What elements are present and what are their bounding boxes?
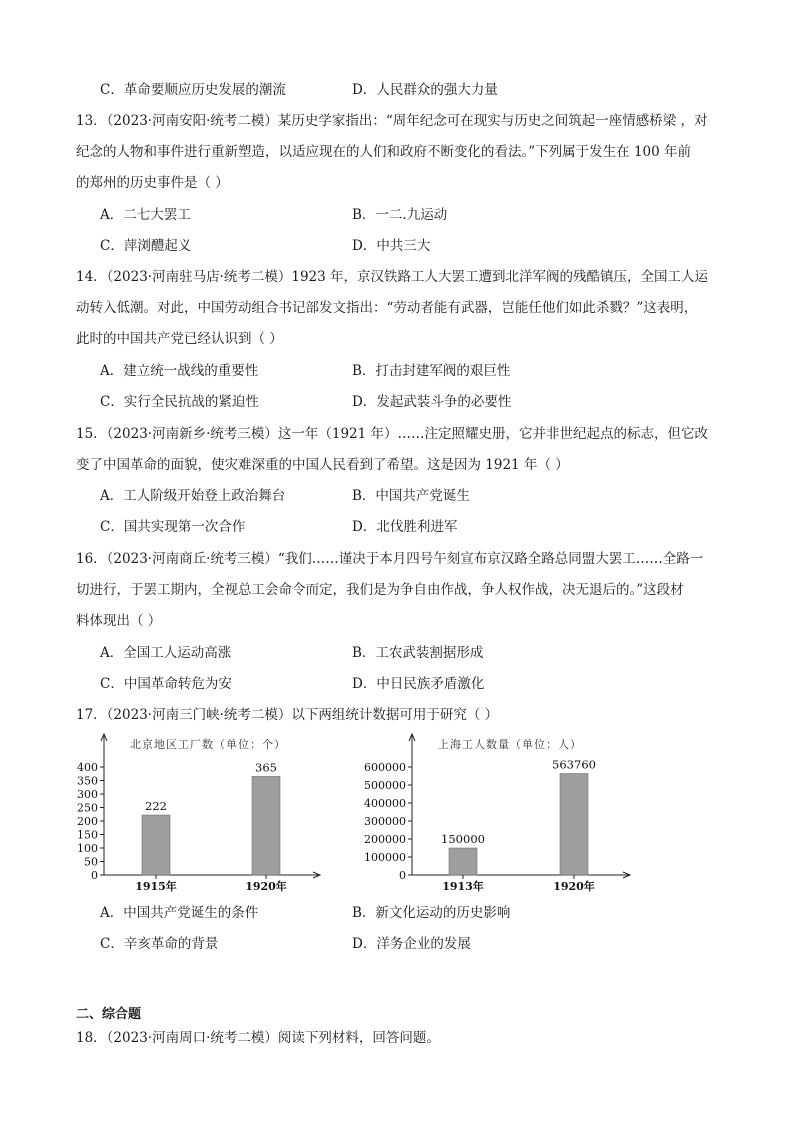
y-tick-label: 200000 (364, 833, 406, 846)
x-tick-label: 1920年 (245, 880, 287, 893)
q14-stem-line-1: 14．（2023·河南驻马店·统考二模）1923 年，京汉铁路工人大罢工遭到北洋军阀的残酷镇压，全国工人运 (76, 269, 709, 285)
y-tick-label: 300 (77, 788, 98, 801)
q15-stem-line-1: 15．（2023·河南新乡·统考三模）这一年（1921 年）……注定照耀史册，它并非世纪起点的标志，但它改 (76, 426, 709, 442)
q13-option-d: D．中共三大 (352, 238, 431, 254)
q13-stem-line-1: 13．（2023·河南安阳·统考二模）某历史学家指出：“周年纪念可在现实与历史之间筑起一座情感桥梁 ，对 (76, 113, 708, 129)
x-tick-label: 1920年 (553, 880, 595, 893)
section-heading-comprehensive: 二、综合题 (76, 1007, 142, 1022)
chart-title: 北京地区工厂数（单位：个） (130, 738, 286, 751)
q15-option-c: C．国共实现第一次合作 (100, 519, 246, 535)
q15-stem-line-2: 变了中国革命的面貌，使灾难深重的中国人民看到了希望。这是因为 1921 年（ ） (76, 457, 569, 473)
chart-title: 上海工人数量（单位：人） (438, 738, 582, 751)
q16-stem-line-2: 切进行，于罢工期内，全视总工会命令而定，我们是为争自由作战，争人权作战，决无退后的。”这段材 (76, 582, 684, 598)
q17-option-a: A．中国共产党诞生的条件 (100, 905, 259, 921)
y-tick-label: 100000 (364, 851, 406, 864)
q14-option-b: B．打击封建军阀的艰巨性 (352, 363, 511, 379)
y-tick-label: 0 (91, 869, 98, 882)
chart-beijing-factories (70, 730, 330, 895)
q14-option-a: A．建立统一战线的重要性 (100, 363, 259, 379)
y-tick-label: 100 (77, 842, 98, 855)
bar (142, 815, 170, 875)
bar-value-label: 150000 (441, 832, 485, 846)
q16-option-c: C．中国革命转危为安 (100, 676, 232, 692)
q14-option-c: C．实行全民抗战的紧迫性 (100, 394, 259, 410)
bar (449, 848, 477, 875)
q13-stem-line-2: 纪念的人物和事件进行重新塑造，以适应现在的人们和政府不断变化的看法。”下列属于发生在 100 年前 (76, 144, 692, 160)
q14-stem-line-3: 此时的中国共产党已经认识到（ ） (76, 331, 283, 347)
q17-stem-line-1: 17．（2023·河南三门峡·统考二模）以下两组统计数据可用于研究（ ） (76, 707, 499, 723)
y-tick-label: 0 (399, 869, 406, 882)
y-tick-label: 50 (84, 855, 98, 869)
y-tick-label: 150 (77, 828, 98, 842)
q14-option-d: D．发起武装斗争的必要性 (352, 394, 512, 410)
q13-option-a: A．二七大罢工 (100, 207, 191, 223)
q18-stem-line-1: 18．（2023·河南周口·统考二模）阅读下列材料，回答问题。 (76, 1030, 440, 1046)
q13-stem-line-3: 的郑州的历史事件是（ ） (76, 175, 229, 191)
y-tick-label: 250 (77, 801, 98, 815)
q12-option-c: C．革命要顺应历史发展的潮流 (100, 82, 286, 98)
chart-shanghai-workers (352, 730, 642, 895)
q16-stem-line-3: 料体现出（ ） (76, 613, 162, 629)
q13-option-b: B．一二.九运动 (352, 207, 448, 223)
q14-stem-line-2: 动转入低潮。对此，中国劳动组合书记部发文指出：“劳动者能有武器，岂能任他们如此杀戮？”这表明， (76, 300, 698, 316)
y-tick-label: 400000 (364, 797, 406, 810)
x-tick-label: 1915年 (135, 880, 177, 893)
y-tick-label: 300000 (364, 815, 406, 828)
q13-option-c: C．萍浏醴起义 (100, 238, 192, 254)
y-tick-label: 350 (77, 774, 98, 788)
q16-stem-line-1: 16．（2023·河南商丘·统考三模）“我们……谨决于本月四号午刻宣布京汉路全路总同盟大罢工……全路一 (76, 551, 704, 567)
x-tick-label: 1913年 (442, 880, 484, 893)
q16-option-d: D．中日民族矛盾激化 (352, 676, 485, 692)
q17-option-d: D．洋务企业的发展 (352, 936, 471, 952)
q12-option-d: D．人民群众的强大力量 (352, 82, 498, 98)
q17-option-c: C．辛亥革命的背景 (100, 936, 219, 952)
bar (252, 776, 280, 875)
q15-option-a: A．工人阶级开始登上政治舞台 (100, 488, 286, 504)
y-tick-label: 600000 (364, 761, 406, 774)
y-tick-label: 500000 (364, 779, 406, 792)
y-tick-label: 200 (77, 815, 98, 828)
y-tick-label: 400 (77, 761, 98, 774)
bar-value-label: 563760 (552, 757, 596, 772)
q16-option-a: A．全国工人运动高涨 (100, 645, 232, 661)
q16-option-b: B．工农武装割据形成 (352, 645, 484, 661)
q17-option-b: B．新文化运动的历史影响 (352, 905, 511, 921)
bar-value-label: 222 (145, 799, 167, 814)
bar-value-label: 365 (255, 760, 277, 775)
q15-option-b: B．中国共产党诞生 (352, 488, 470, 504)
q15-option-d: D．北伐胜利进军 (352, 519, 458, 535)
bar (560, 774, 588, 875)
